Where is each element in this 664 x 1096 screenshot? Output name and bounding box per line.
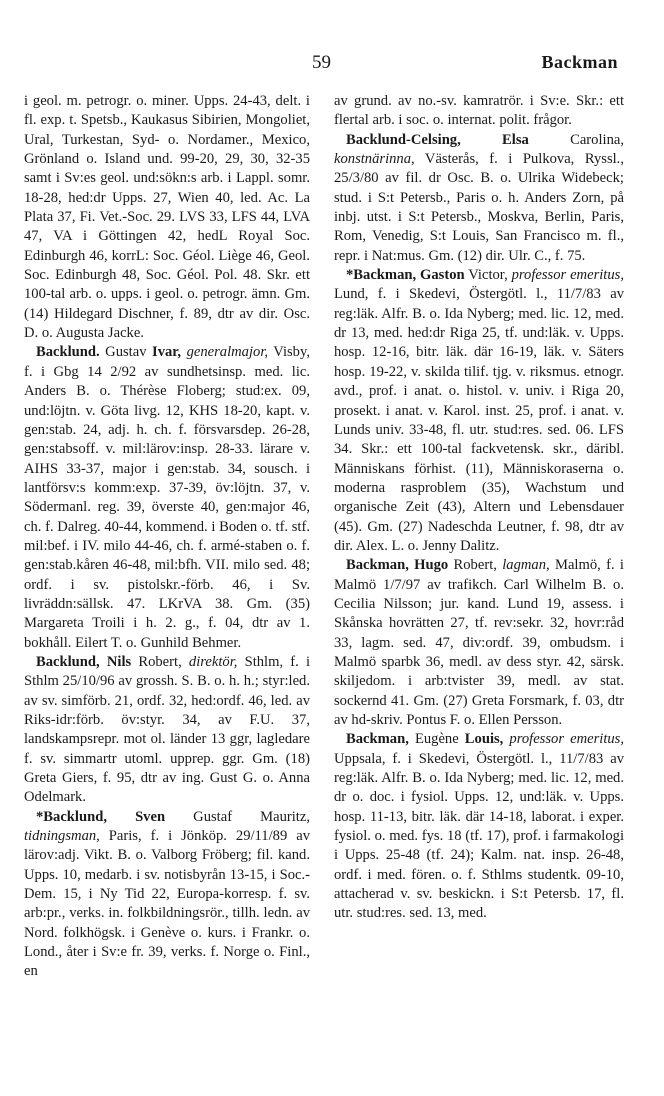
entry-given-bold: Sven <box>135 808 166 825</box>
entry-given-plain: Carolina, <box>570 131 624 148</box>
entry-text: Västerås, f. i Pulkova, Ryssl., 25/3/80 av fil. dr Osc. B. o. Ulrika Widebeck; stud. i S:t Petersb., Paris o. h. Anders Zorn, på inbj. utst. i S:t Petersb., Moskva, Berlin, Paris, Rom, Venedig, S:t Louis, San Francisco m. fl., repr. i Nat:mus. Gm. (12) dir. Ulr. C., f. 75. <box>334 151 624 264</box>
entry-surname: Backlund-Celsing, <box>346 131 461 148</box>
entry-given-plain: Robert, <box>138 653 182 670</box>
biography-entry <box>334 266 624 556</box>
entry-text: Malmö, f. i Malmö 1/7/97 av trafikch. Carl Wilhelm B. o. Cecilia Nilsson; jur. kand. Lund 19, assess. i Skånska hovrätten 27, tf. rev:sekr. 32, hovr:råd 33, lagm. sed. 47, div:ordf. 39, ombudsm. i Malmö sparbk 36, medl. av dess styr. 42, särsk. skiljedom. i arb:tvister 39, medl. av stat. sockernd 41. Gm. (27) Greta Forsmark, f. 03, dtr av hd-skriv. Pontus F. o. Ellen Persson. <box>334 557 624 728</box>
entry-given-bold: Louis, <box>464 731 504 748</box>
entry-title: lagman, <box>502 557 550 574</box>
entry-given-plain: Eugène <box>414 731 459 748</box>
entry-given-plain: Robert, <box>453 557 497 574</box>
entry-surname: Backlund, <box>36 653 100 670</box>
entry-given-bold: Hugo <box>414 557 449 574</box>
entry-surname: Backman, <box>346 731 409 748</box>
entry-given-bold: Ivar, <box>152 344 182 361</box>
biography-entry <box>334 556 624 730</box>
biography-entry <box>334 131 624 266</box>
biography-entry <box>334 730 624 923</box>
entry-given-plain: Victor, <box>468 267 508 284</box>
entry-text: Uppsala, f. i Skedevi, Östergötl. l., 11/7/83 av reg:läk. Alfr. B. o. Ida Nyberg; med. lic. 12, med. dr o. doc. i fysiol. Upps. 12, und:läk. v. Upps. hosp. 11-13, bitr. läk. där 14-18, laborat. i exper. fysiol. o. med. fys. 18 (tf. 17), prof. i farmakologi i Upps. 25-48 (tf. 24); Kalm. nat. insp. 26-48, ordf. i med. fören. o. f. Sthlms studentk. 09-10, attacherad v. sv. beskickn. i S:t Petersb. 17, fl. utr. stud:res. sed. 13, med. <box>334 750 624 922</box>
biography-entry <box>24 808 310 982</box>
right-column <box>334 92 624 924</box>
entry-given-bold: Elsa <box>502 131 529 148</box>
entry-given-bold: Nils <box>106 653 132 670</box>
continuation-text: i geol. m. petrogr. o. miner. Upps. 24-43, delt. i fl. exp. t. Spetsb., Kaukasus Sibirien, Mongoliet, Ural, Turkestan, Syd- o. Nordamer., Mexico, Grönland o. Island und. 99-20, 29, 30, 32-35 samt i Sv:es geol. und:sökn:s arb. i Lappl. somr. 18-28, hed:dr Upps. 27, Wien 40, led. Ac. La Plata 37, Fi. Vet.-Soc. 29. LVS 33, LFS 44, LVA 47, VA i Göttingen 42, hedL Royal Soc. Edinburgh 46, korrL: Soc. Géol. Liège 46, Geol. Soc. Edinburgh 48, Soc. Géol. Pol. 48. Skr. ett 100-tal arb. o. upps. i geol. o. petrogr. ämn. Gm. (14) Hildegard Dischner, f. 89, dtr av dir. Osc. D. o. Augusta Jacke. <box>24 93 310 342</box>
entry-title: professor emeritus, <box>511 267 624 284</box>
entry-title: generalmajor, <box>186 344 269 361</box>
entry-text: Lund, f. i Skedevi, Östergötl. l., 11/7/83 av reg:läk. Alfr. B. o. Ida Nyberg; med. lic. 12, med. dr 13, med. hed:dr Riga 25, tf. und:läk. v. Upps. hosp. 12-16, bitr. läk. där 16-19, läk. v. Säters hosp. 19-22, v. skilda tilif. tjg. v. riksmus. etnogr. avd., prof. i anat. o. histol. v. univ. i Riga 20, prosekt. i anat. v. Karol. inst. 25, prof. i anat. v. Lunds univ. 33-48, fl. utr. stud:res. sed. 06. LFS 34. Skr.: ett 100-tal fackvetensk. skr., däribl. Människans förhist. (11), Människoraserna o. moderna rasproblem (35), Wachstum und organische Zeit (43), Altern und Lebensdauer (45). Gm. (27) Nadeschda Leutner, f. 98, dtr av dir. Alex. L. o. Jenny Dalitz. <box>334 286 624 554</box>
entry-surname: *Backman, <box>346 267 417 284</box>
biography-entry <box>24 653 310 808</box>
running-head: Backman <box>541 52 618 72</box>
entry-surname: Backman, <box>346 557 409 574</box>
biography-entry <box>24 343 310 653</box>
entry-title: konstnärinna, <box>334 151 415 168</box>
entry-surname: *Backlund, <box>36 808 107 825</box>
entry-given-plain: Gustav <box>105 344 147 361</box>
page-header <box>0 52 664 76</box>
entry-given-bold: Gaston <box>420 267 465 284</box>
continuation-text: av grund. av no.-sv. kamratrör. i Sv:e. Skr.: ett flertal arb. i soc. o. internat. polit. frågor. <box>334 93 624 129</box>
entry-title: tidningsman, <box>24 828 100 845</box>
page-number: 59 <box>312 52 331 73</box>
entry-text: Paris, f. i Jönköp. 29/11/89 av lärov:adj. Vikt. B. o. Valborg Fröberg; fil. kand. Upps. 10, medarb. i sv. notisbyrån 13-15, i Soc.-Dem. 15, i Ny Tid 22, Europa-korresp. f. sv. arb:pr., verks. in. folkbildningsrör., tillh. ledn. av Nord. folkhögsk. i Genève o. kurs. i Frankr. o. Lond., åter i Sv:e fr. 39, verks. f. Norge o. Finl., en <box>24 828 311 980</box>
entry-text: Sthlm, f. i Sthlm 25/10/96 av grossh. S. B. o. h. h.; styr:led. av sv. simförb. 21, ordf. 32, hed:ordf. 46, led. av Riks-idr:förb. öv:styr. 34, av F.U. 37, landskampsrepr. mot ol. länder 13 ggr, lagledare f. sv. simmartr utoml. upprep. ggr. Gm. (18) Greta Giers, f. 95, dtr av ing. Gust G. o. Anna Odelmark. <box>24 653 311 806</box>
entry-text: Visby, f. i Gbg 14 2/92 av sundhetsinsp. med. lic. Anders B. o. Thérèse Floberg; stud:ex. 09, und:löjtn. v. Göta livg. 12, KHS 18-20, kapt. v. gen:stab. 24, adj. h. ch. f. försvarsdep. 26-28, gen:stabsoff. v. mil:lärov:insp. 28-33. lärare v. AIHS 33-37, major i gen:stab. 34, sousch. i lantförsv:s komm:exp. 37-39, öv:löjtn. 37, v. Södermanl. reg. 39, överste 40, gen:major 46, ch. f. Dalreg. 40-44, kommend. i Boden o. tf. stf. mil:bef. i IV. milo 44-46, ch. f. armé-staben o. f. gen:stab.kåren 46-48, mil:bfh. VII. milo sed. 48; ordf. i sv. pistolskr.-förb. 46, i Sv. livräddn:sällsk. 47. LKrVA 38. Gm. (35) Margareta Troili i h. 2. g., f. 04, dtr av 1. bokhåll. Eilert T. o. Gunhild Behmer. <box>24 344 310 651</box>
left-column <box>24 92 310 982</box>
entry-surname: Backlund. <box>36 344 100 361</box>
entry-given-plain: Gustaf Mauritz, <box>193 808 310 825</box>
entry-title: professor emeritus, <box>509 731 625 748</box>
entry-title: direktör, <box>188 653 238 670</box>
